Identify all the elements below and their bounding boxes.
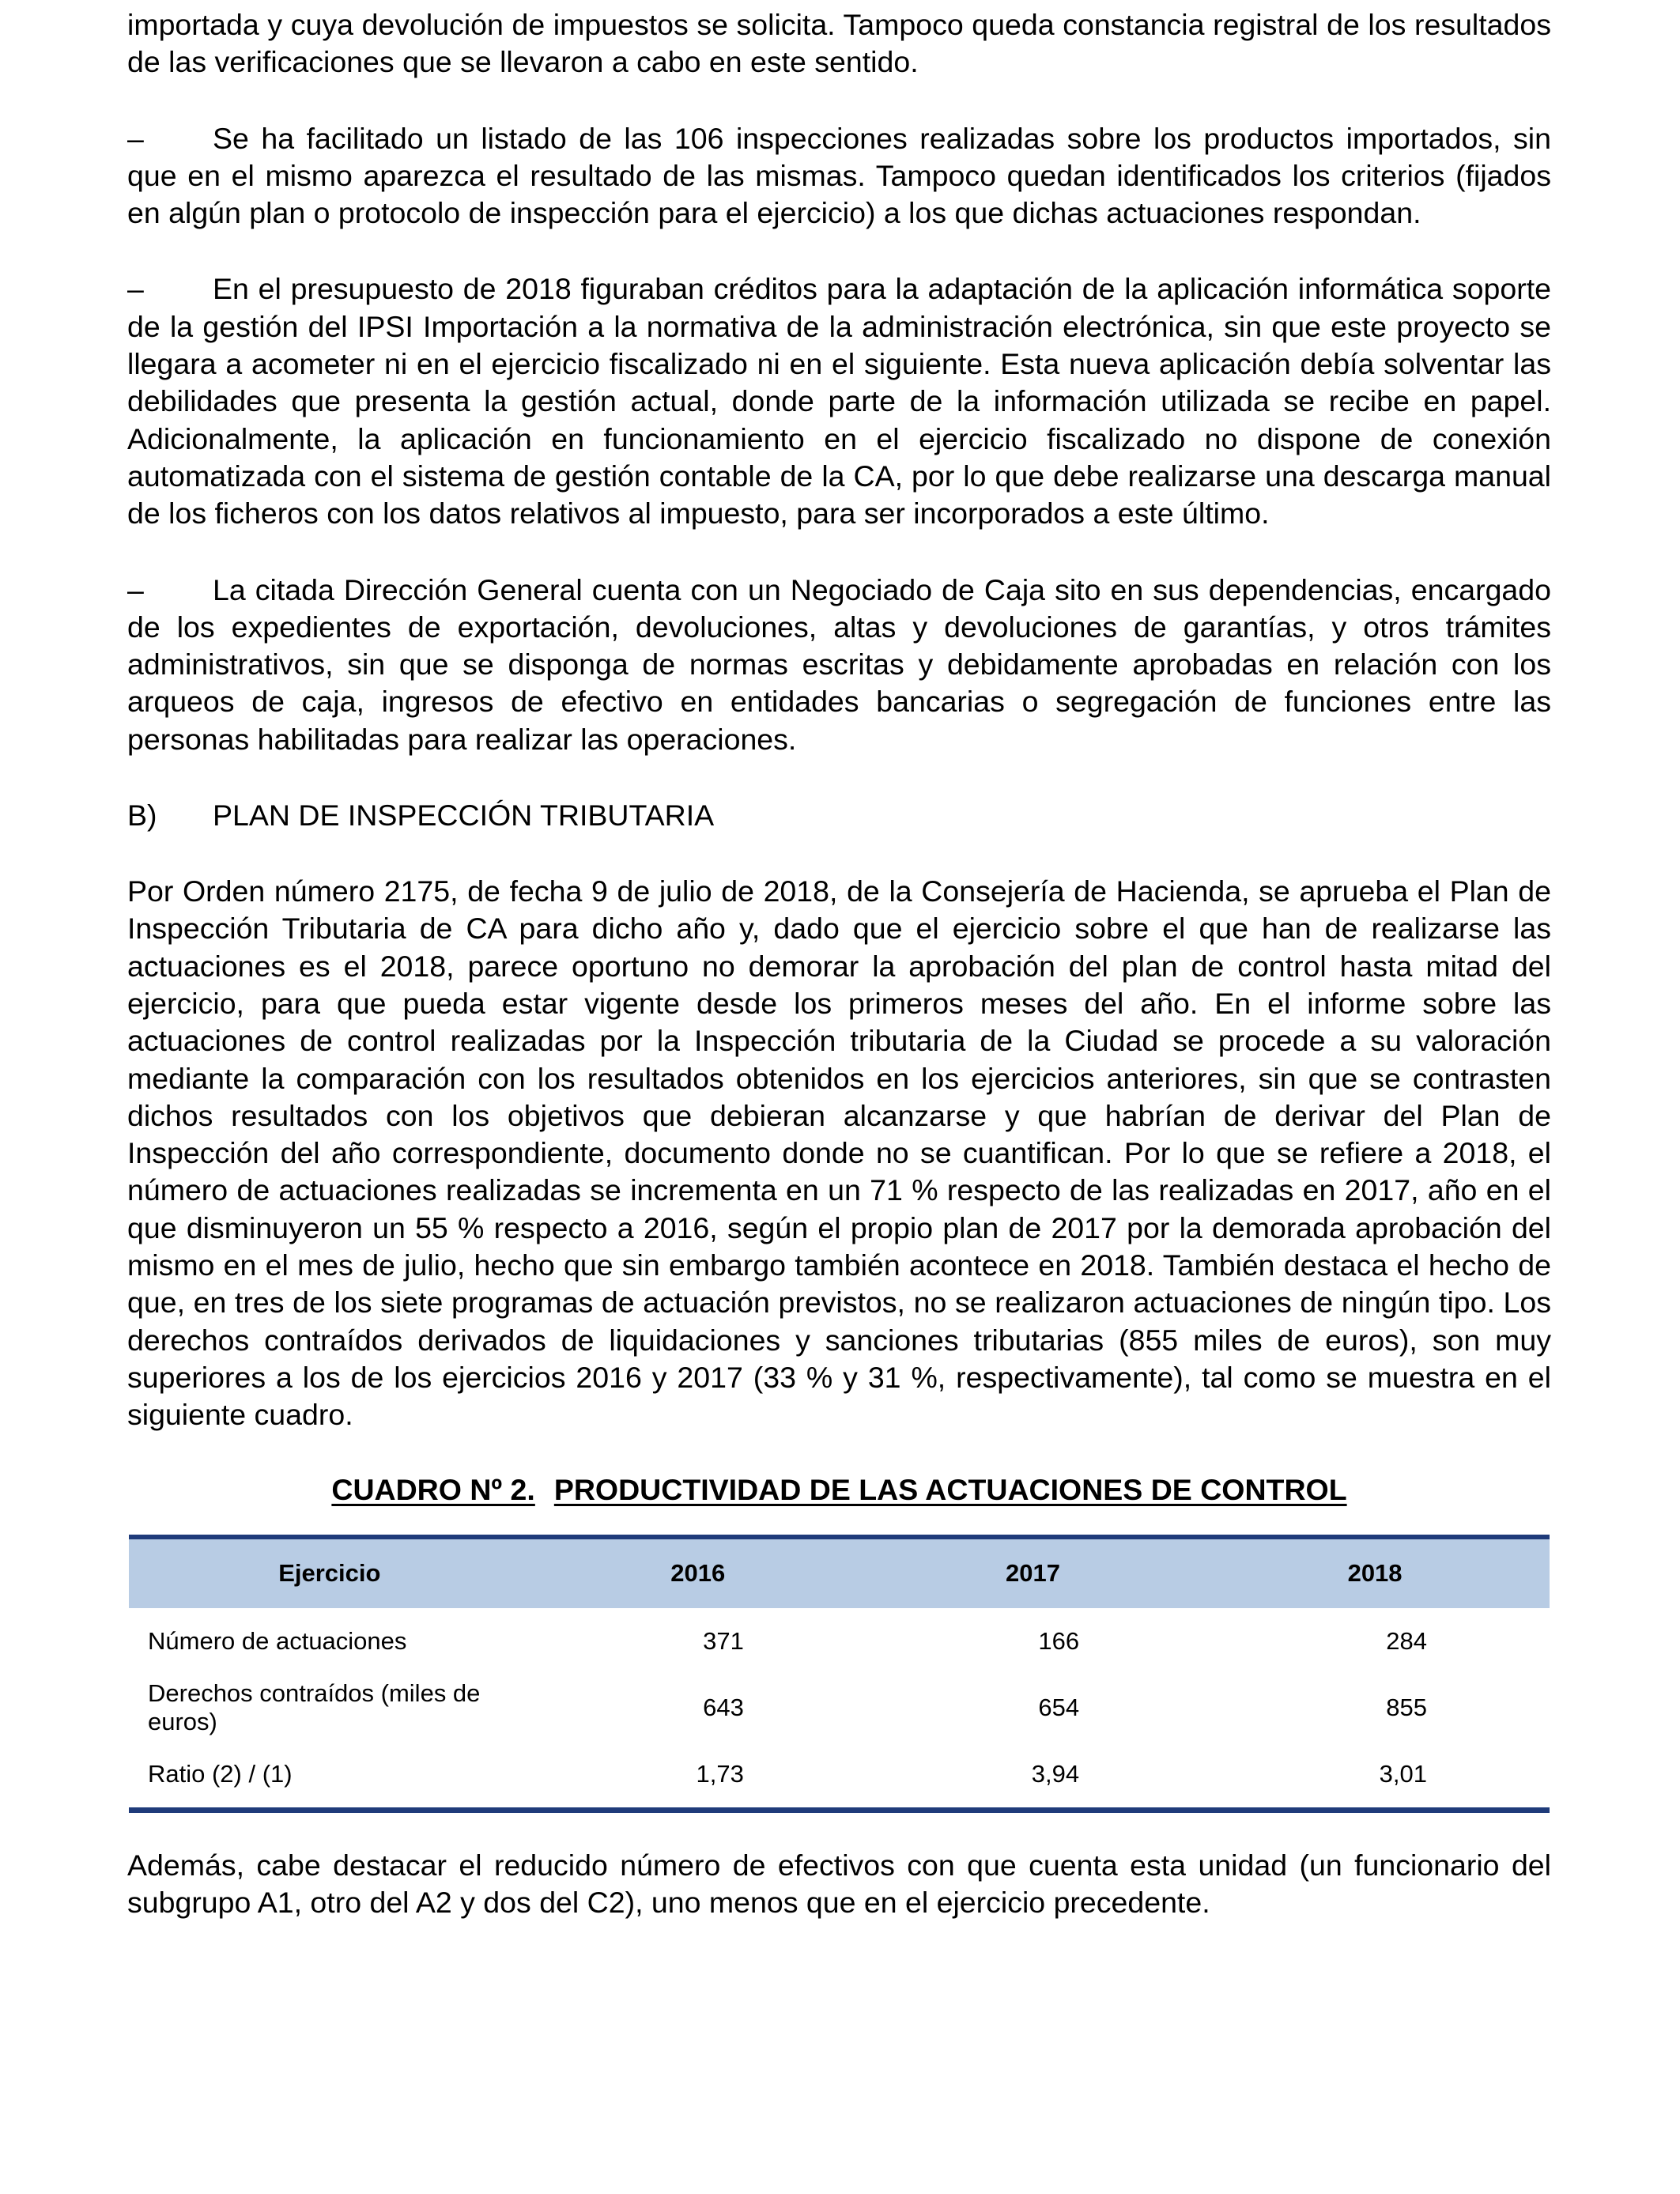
section-letter: B) <box>127 799 157 833</box>
section-title: PLAN DE INSPECCIÓN TRIBUTARIA <box>213 799 715 833</box>
bullet-paragraph-budget <box>127 270 1551 532</box>
table-cell: 643 <box>703 1693 744 1721</box>
paragraph-intro: importada y cuya devolución de impuestos se solicita. Tampoco queda constancia registral de los resultados de las verificaciones que se llevaron a cabo en este sentido. <box>127 8 1551 79</box>
header-cell: 2018 <box>1200 1537 1550 1608</box>
table-caption: PRODUCTIVIDAD DE LAS ACTUACIONES DE CONTROL <box>553 1472 1347 1506</box>
bullet-text: La citada Dirección General cuenta con un Negociado de Caja sito en sus dependencias, encargado de los expedientes de exportación, devoluciones, altas y devoluciones de garantías, y otros trámites administrativos, sin que se disponga de normas escritas y debidamente aprobadas en relación con los arqueos de caja, ingresos de efectivo en entidades bancarias o segregación de funciones entre las personas habilitadas para realizar las operaciones. <box>127 572 1551 756</box>
header-cell: Ejercicio <box>129 1537 530 1608</box>
productivity-table <box>129 1535 1550 1813</box>
row-label: Ratio (2) / (1) <box>129 1741 530 1811</box>
table-row <box>129 1741 1550 1811</box>
table-cell: 855 <box>1386 1693 1427 1721</box>
table-cell: 3,01 <box>1200 1741 1550 1811</box>
document-page <box>127 6 1551 1921</box>
table-number: CUADRO Nº 2. <box>331 1472 535 1506</box>
paragraph-inspection-plan: Por Orden número 2175, de fecha 9 de julio de 2018, de la Consejería de Hacienda, se aprueba el Plan de Inspección Tributaria de CA para dicho año y, dado que el ejercicio sobre el que han de realizarse las actuaciones es el 2018, parece oportuno no demorar la aprobación del plan de control hasta mitad del ejercicio, para que pueda estar vigente desde los primeros meses del año. En el informe sobre las actuaciones de control realizadas por la Inspección tributaria de la Ciudad se procede a su valoración mediante la comparación con los resultados obtenidos en los ejercicios anteriores, sin que se contrasten dichos resultados con los objetivos que debieran alcanzarse y que habrían de derivar del Plan de Inspección del año correspondiente, documento donde no se cuantifican. Por lo que se refiere a 2018, el número de actuaciones realizadas se incrementa en un 71 % respecto de las realizadas en 2017, año en el que disminuyeron un 55 % respecto a 2016, según el propio plan de 2017 por la demorada aprobación del mismo en el mes de julio, hecho que sin embargo también acontece en 2018. También destaca el hecho de que, en tres de los siete programas de actuación previstos, no se realizaron actuaciones de ningún tipo. Los derechos contraídos derivados de liquidaciones y sanciones tributarias (855 miles de euros), son muy superiores a los de los ejercicios 2016 y 2017 (33 % y 31 %, respectivamente), tal como se muestra en el siguiente cuadro. <box>127 874 1551 1432</box>
bullet-text: Se ha facilitado un listado de las 106 inspecciones realizadas sobre los productos importados, sin que en el mismo aparezca el resultado de las mismas. Tampoco quedan identificados los criterios (fijados en algún plan o protocolo de inspección para el ejercicio) a los que dichas actuaciones respondan. <box>127 121 1551 230</box>
table-header-row <box>129 1537 1550 1608</box>
table-cell: 1,73 <box>530 1741 866 1811</box>
table-cell: 371 <box>703 1626 744 1655</box>
dash-bullet: – <box>127 121 144 155</box>
row-label: Número de actuaciones <box>148 1626 407 1655</box>
table-cell: 284 <box>1386 1626 1427 1655</box>
header-cell: 2017 <box>866 1537 1200 1608</box>
dash-bullet: – <box>127 572 144 606</box>
paragraph-staff: Además, cabe destacar el reducido número de efectivos con que cuenta esta unidad (un funcionario del subgrupo A1, otro del A2 y dos del C2), uno menos que en el ejercicio precedente. <box>127 1848 1551 1919</box>
bullet-text: En el presupuesto de 2018 figuraban créditos para la adaptación de la aplicación informática soporte de la gestión del IPSI Importación a la normativa de la administración electrónica, sin que este proyecto se llegara a acometer ni en el ejercicio fiscalizado ni en el siguiente. Esta nueva aplicación debía solventar las debilidades que presenta la gestión actual, donde parte de la información utilizada se recibe en papel. Adicionalmente, la aplicación en funcionamiento en el ejercicio fiscalizado no dispone de conexión automatizada con el sistema de gestión contable de la CA, por lo que debe realizarse una descarga manual de los ficheros con los datos relativos al impuesto, para ser incorporados a este último. <box>127 272 1551 531</box>
dash-bullet: – <box>127 272 144 306</box>
bullet-paragraph-cash-office <box>127 572 1551 758</box>
bullet-paragraph-inspections <box>127 120 1551 232</box>
table-cell: 654 <box>1038 1693 1080 1721</box>
table-cell: 166 <box>1038 1626 1080 1655</box>
section-heading <box>127 797 1551 834</box>
header-cell: 2016 <box>530 1537 866 1608</box>
row-label: Derechos contraídos (miles de euros) <box>148 1679 481 1735</box>
table-cell: 3,94 <box>866 1741 1200 1811</box>
table-row <box>129 1675 1550 1741</box>
table-title <box>127 1471 1551 1509</box>
table-row <box>129 1608 1550 1675</box>
